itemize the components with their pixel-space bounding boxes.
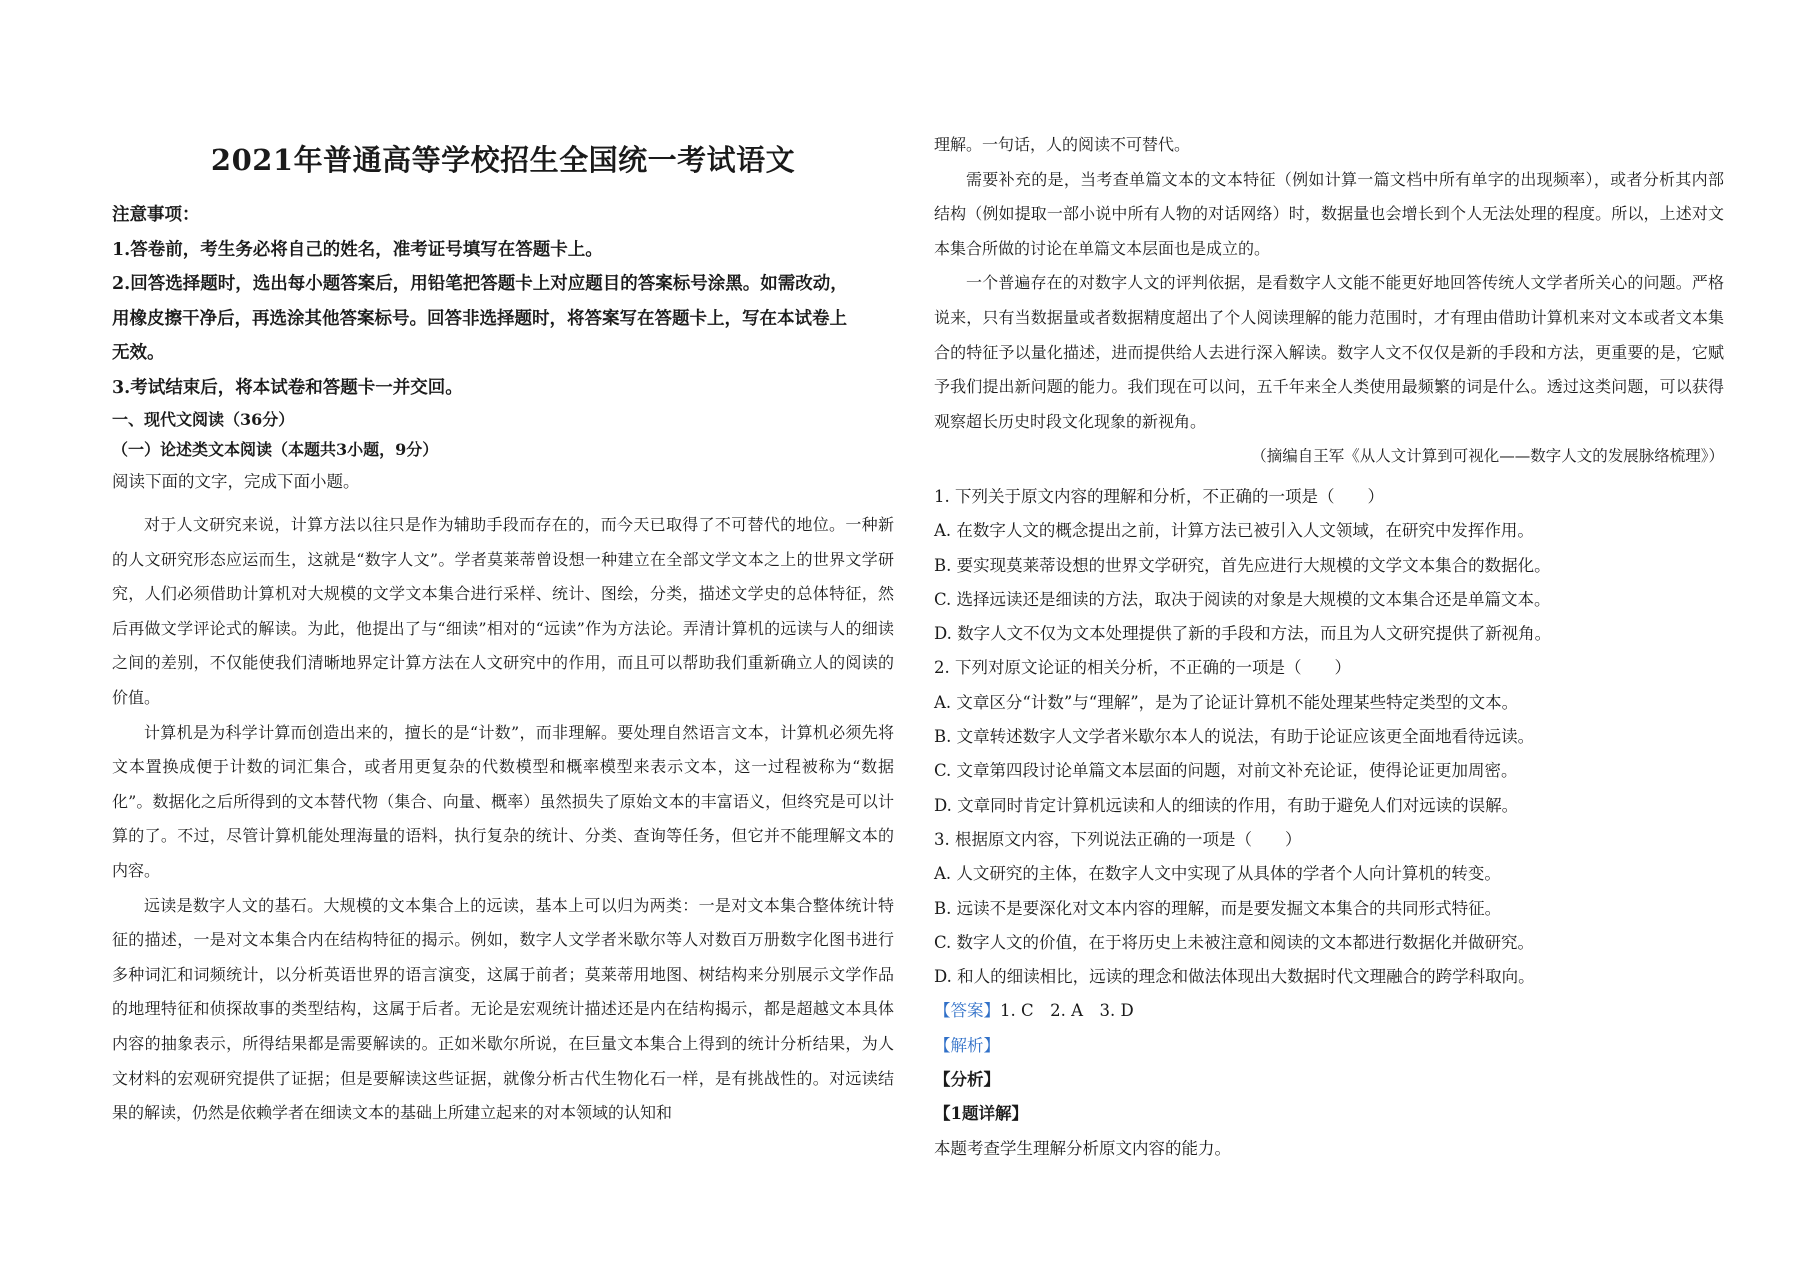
- answer-label: 【答案】: [934, 1001, 1000, 1021]
- analysis-heading: 【分析】: [934, 1070, 1000, 1090]
- analysis-label: 【解析】: [934, 1035, 1000, 1055]
- answer-text: 1. C 2. A 3. D: [1000, 1001, 1134, 1021]
- analysis-text: 本题考查学生理解分析原文内容的能力。: [934, 1138, 1231, 1158]
- passage-paragraph: 远读是数字人文的基石。大规模的文本集合上的远读，基本上可以归为两类：一是对文本集合整体统计特征的描述，一是对文本集合内在结构特征的揭示。例如，数字人文学者米歇尔等人对数百万册数字化图书进行多种词汇和词频统计，以分析英语世界的语言演变，这属于前者；莫莱蒂用地图、树结构来分别展示文学作品的地理特征和侦探故事的类型结构，这属于后者。无论是宏观统计描述还是内在结构揭示，都是超越文本具体内容的抽象表示，所得结果都是需要解读的。正如米歇尔所说，在巨量文本集合上得到的统计分析结果，为人文材料的宏观研究提供了证据；但是要解读这些证据，就像分析古代生物化石一样，是有挑战性的。对远读结果的解读，仍然是依赖学者在细读文本的基础上所建立起来的对本领域的认知和: [112, 895, 894, 1123]
- question-option: B. 远读不是要深化对文本内容的理解，而是要发掘文本集合的共同形式特征。: [934, 898, 1502, 918]
- question-option: D. 数字人文不仅为文本处理提供了新的手段和方法，而且为人文研究提供了新视角。: [934, 624, 1552, 644]
- question-option: A. 文章区分“计数”与“理解”，是为了论证计算机不能处理某些特定类型的文本。: [934, 692, 1519, 712]
- passage-paragraph: 一个普遍存在的对数字人文的评判依据，是看数字人文能不能更好地回答传统人文学者所关心的问题。严格说来，只有当数据量或者数据精度超出了个人阅读理解的能力范围时，才有理由借助计算机来对文本或者文本集合的特征予以量化描述，进而提供给人去进行深入解读。数字人文不仅仅是新的手段和方法，更重要的是，它赋予我们提出新问题的能力。我们现在可以问，五千年来全人类使用最频繁的词是什么。透过这类问题，可以获得观察超长历史时段文化现象的新视角。: [934, 273, 1724, 431]
- question-stem: 3. 根据原文内容，下列说法正确的一项是（ ）: [934, 829, 1302, 849]
- notes-line: 无效。: [112, 343, 165, 363]
- passage-paragraph: 对于人文研究来说，计算方法以往只是作为辅助手段而存在的，而今天已取得了不可替代的地位。一种新的人文研究形态应运而生，这就是“数字人文”。学者莫莱蒂曾设想一种建立在全部文学文本之上的世界文学研究，人们必须借助计算机对大规模的文学文本集合进行采样、统计、图绘，分类，描述文学史的总体特征，然后再做文学评论式的解读。为此，他提出了与“细读”相对的“远读”作为方法论。弄清计算机的远读与人的细读之间的差别，不仅能使我们清晰地界定计算方法在人文研究中的作用，而且可以帮助我们重新确立人的阅读的价值。: [112, 515, 894, 707]
- reading-passage: [112, 508, 894, 1131]
- passage-paragraph: 理解。一句话，人的阅读不可替代。: [934, 135, 1191, 154]
- notes-line: 2.回答选择题时，选出每小题答案后，用铅笔把答题卡上对应题目的答案标号涂黑。如需改动，: [112, 274, 848, 294]
- question-option: B. 要实现莫莱蒂设想的世界文学研究，首先应进行大规模的文学文本集合的数据化。: [934, 555, 1551, 575]
- question-option: A. 人文研究的主体，在数字人文中实现了从具体的学者个人向计算机的转变。: [934, 864, 1501, 884]
- question-option: D. 和人的细读相比，远读的理念和做法体现出大数据时代文理融合的跨学科取向。: [934, 967, 1535, 987]
- passage-source: （摘编自王军《从人文计算到可视化——数字人文的发展脉络梳理》）: [1251, 447, 1724, 466]
- question-option: C. 选择远读还是细读的方法，取决于阅读的对象是大规模的文本集合还是单篇文本。: [934, 589, 1551, 609]
- question-stem: 2. 下列对原文论证的相关分析，不正确的一项是（ ）: [934, 658, 1351, 678]
- answer-row: [934, 994, 1724, 1028]
- subsection-heading: （一）论述类文本阅读（本题共3小题，9分）: [112, 440, 439, 459]
- question-block: [934, 480, 1724, 1166]
- question-option: A. 在数字人文的概念提出之前，计算方法已被引入人文领域，在研究中发挥作用。: [934, 521, 1534, 541]
- page-title: 2021年普通高等学校招生全国统一考试语文: [210, 143, 796, 177]
- question-stem: 1. 下列关于原文内容的理解和分析，不正确的一项是（ ）: [934, 487, 1384, 506]
- reading-instruction: 阅读下面的文字，完成下面小题。: [112, 472, 360, 491]
- detail-heading: 【1题详解】: [934, 1104, 1028, 1124]
- notes-line: 用橡皮擦干净后，再选涂其他答案标号。回答非选择题时，将答案写在答题卡上，写在本试卷上: [112, 308, 847, 329]
- notes-line: 3.考试结束后，将本试卷和答题卡一并交回。: [112, 377, 463, 398]
- question-option: D. 文章同时肯定计算机远读和人的细读的作用，有助于避免人们对远读的误解。: [934, 795, 1519, 815]
- question-option: B. 文章转述数字人文学者米歇尔本人的说法，有助于论证应该更全面地看待远读。: [934, 727, 1535, 747]
- passage-paragraph: 需要补充的是，当考查单篇文本的文本特征（例如计算一篇文档中所有单字的出现频率），或者分析其内部结构（例如提取一部小说中所有人物的对话网络）时，数据量也会增长到个人无法处理的程度。所以，上述对文本集合所做的讨论在单篇文本层面也是成立的。: [934, 169, 1724, 258]
- question-option: C. 数字人文的价值，在于将历史上未被注意和阅读的文本都进行数据化并做研究。: [934, 932, 1535, 952]
- question-option: C. 文章第四段讨论单篇文本层面的问题，对前文补充论证，使得论证更加周密。: [934, 761, 1518, 781]
- notes-header: 注意事项：: [112, 205, 200, 225]
- notes-line: 1.答卷前，考生务必将自己的姓名，准考证号填写在答题卡上。: [112, 239, 603, 260]
- section-heading: 一、现代文阅读（36分）: [112, 410, 295, 429]
- passage-paragraph: 计算机是为科学计算而创造出来的，擅长的是“计数”，而非理解。要处理自然语言文本，计算机必须先将文本置换成便于计数的词汇集合，或者用更复杂的代数模型和概率模型来表示文本，这一过程被称为“数据化”。数据化之后所得到的文本替代物（集合、向量、概率）虽然损失了原始文本的丰富语义，但终究是可以计算的了。不过，尽管计算机能处理海量的语料，执行复杂的统计、分类、查询等任务，但它并不能理解文本的内容。: [112, 722, 894, 880]
- exam-notes: [112, 198, 894, 499]
- reading-passage-continued: [934, 128, 1724, 473]
